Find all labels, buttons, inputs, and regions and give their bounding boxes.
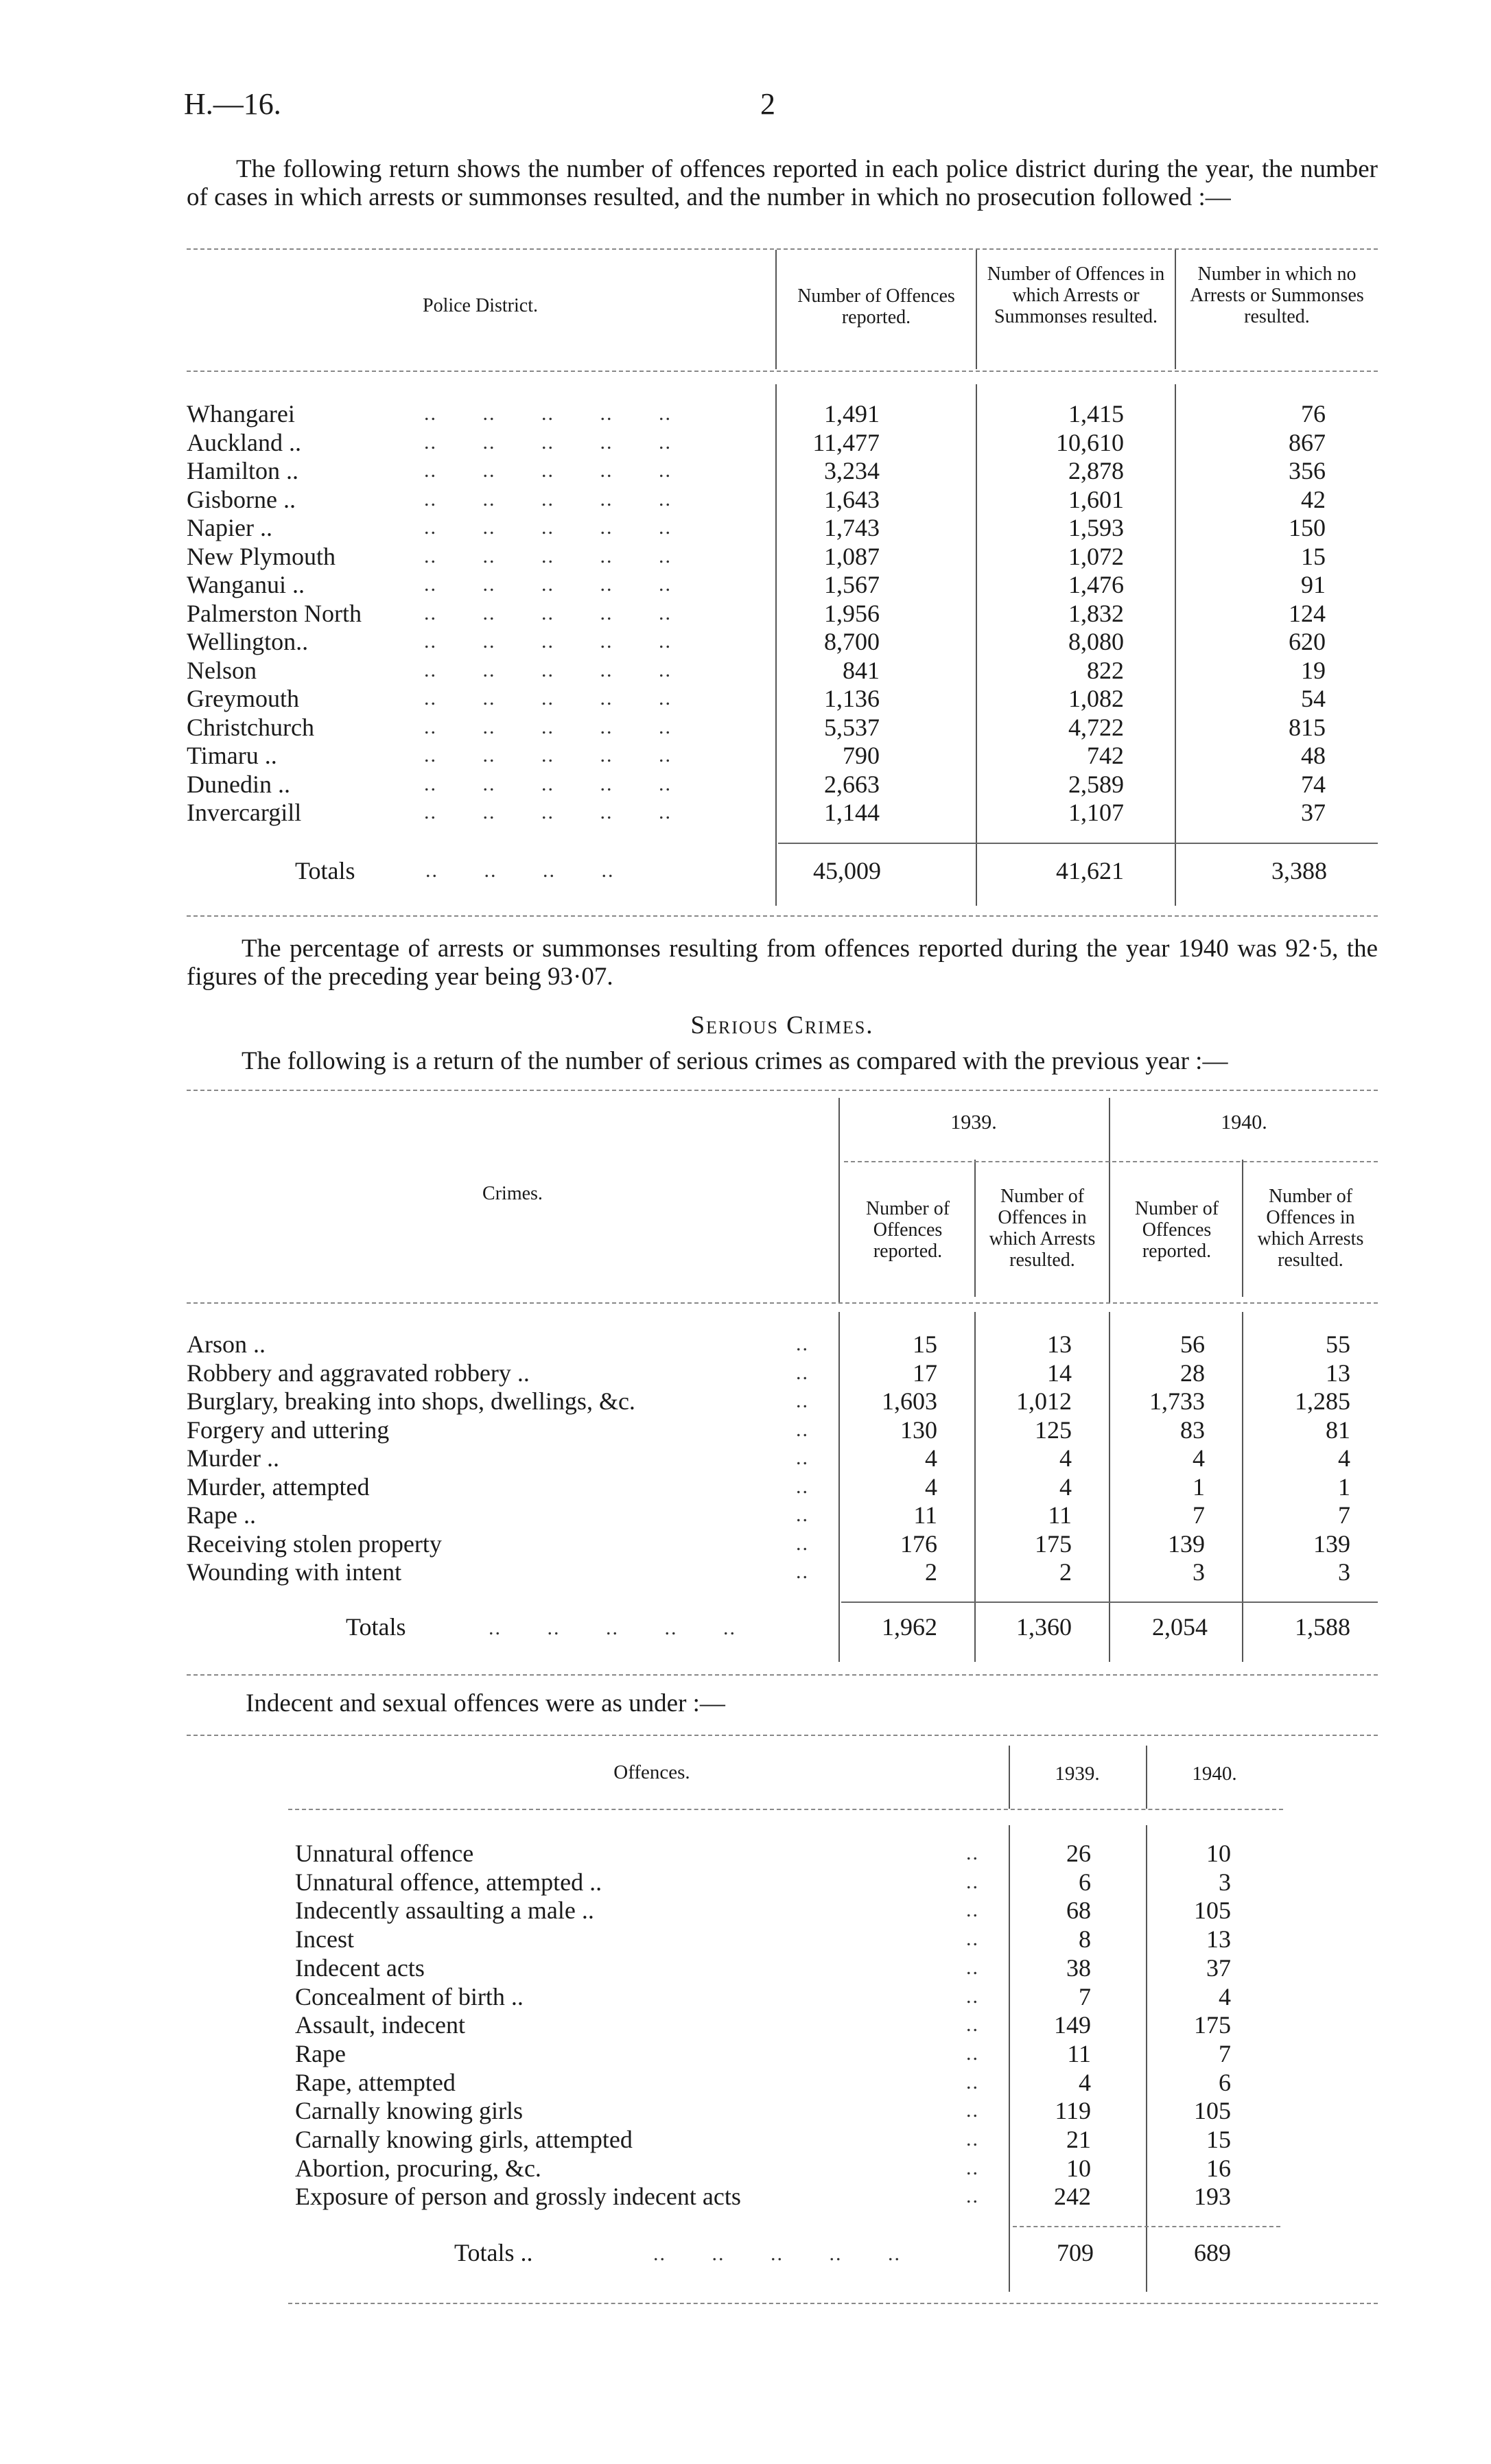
- col-header-1939: 1939.: [1055, 1763, 1100, 1785]
- leader-dots: ..: [796, 1418, 809, 1441]
- leader-dots: .. .. .. .. ..: [424, 744, 672, 766]
- document-reference: H.—16.: [184, 87, 281, 121]
- value-1940: 193: [1194, 2183, 1231, 2210]
- leader-dots: .. .. .. .. ..: [424, 716, 672, 738]
- value-1940: 105: [1194, 1897, 1231, 1924]
- arrests-1939: 4: [1059, 1444, 1072, 1472]
- reported-1939: 11: [913, 1501, 937, 1529]
- value-1939: 7: [1079, 1983, 1091, 2010]
- col-header-no-arrests: Number in which no Arrests or Summonses resulted.: [1190, 263, 1364, 327]
- leader-dots: .. .. .. .. ..: [424, 687, 672, 709]
- col-header-reported: Number of Offences reported.: [797, 285, 955, 328]
- leader-dots: ..: [966, 1956, 979, 1979]
- leader-dots: .. .. .. .. ..: [424, 545, 672, 567]
- crime-name: Arson ..: [187, 1330, 266, 1358]
- reported-value: 1,144: [824, 799, 880, 826]
- leader-dots: ..: [966, 1842, 979, 1864]
- no-arrests-value: 48: [1301, 742, 1326, 769]
- reported-1939: 130: [900, 1416, 937, 1444]
- value-1940: 7: [1219, 2040, 1231, 2067]
- leader-dots: ..: [966, 2042, 979, 2065]
- reported-value: 1,567: [824, 571, 880, 598]
- reported-1940: 1,733: [1149, 1387, 1205, 1415]
- arrests-1939: 2: [1059, 1558, 1072, 1586]
- arrests-value: 1,107: [1068, 799, 1124, 826]
- district-name: Nelson: [187, 657, 257, 684]
- indecent-intro: Indecent and sexual offences were as under :—: [246, 1689, 725, 1717]
- arrests-value: 1,415: [1068, 400, 1124, 427]
- leader-dots: .. .. .. .. ..: [424, 459, 672, 482]
- leader-dots: ..: [966, 2157, 979, 2179]
- no-arrests-value: 42: [1301, 486, 1326, 513]
- col-header-arrests: Number of Offences in which Arrests or Summonses resulted.: [987, 263, 1165, 327]
- district-name: Auckland ..: [187, 429, 301, 456]
- value-1940: 105: [1194, 2097, 1231, 2124]
- reported-value: 1,087: [824, 543, 880, 570]
- arrests-1940: 7: [1338, 1501, 1350, 1529]
- offence-name: Concealment of birth ..: [295, 1983, 524, 2010]
- reported-1940: 1: [1193, 1473, 1205, 1501]
- reported-value: 1,491: [824, 400, 880, 427]
- leader-dots: ..: [966, 1927, 979, 1950]
- leader-dots: ..: [796, 1446, 809, 1469]
- leader-dots: ..: [966, 2013, 979, 2036]
- value-1940: 6: [1219, 2069, 1231, 2096]
- offence-name: Exposure of person and grossly indecent acts: [295, 2183, 741, 2210]
- crime-name: Burglary, breaking into shops, dwellings, &c.: [187, 1387, 635, 1415]
- offence-name: Assault, indecent: [295, 2011, 465, 2039]
- leader-dots: .. .. .. .. ..: [424, 402, 672, 425]
- value-1939: 4: [1079, 2069, 1091, 2096]
- arrests-value: 2,589: [1068, 771, 1124, 798]
- value-1939: 11: [1067, 2040, 1091, 2067]
- reported-1940: 7: [1193, 1501, 1205, 1529]
- crime-name: Wounding with intent: [187, 1558, 402, 1586]
- reported-1939: 4: [925, 1473, 937, 1501]
- value-1939: 21: [1066, 2126, 1091, 2153]
- reported-value: 1,743: [824, 514, 880, 541]
- value-1939: 149: [1054, 2011, 1091, 2039]
- serious-crimes-title: Serious Crimes.: [690, 1011, 874, 1040]
- no-arrests-value: 815: [1289, 714, 1326, 741]
- leader-dots: ..: [966, 1899, 979, 1921]
- crime-name: Forgery and uttering: [187, 1416, 390, 1444]
- reported-value: 1,643: [824, 486, 880, 513]
- col-header-offences: Offences.: [613, 1761, 690, 1783]
- leader-dots: ..: [966, 2128, 979, 2150]
- arrests-value: 1,601: [1068, 486, 1124, 513]
- sub-arrests-1940: Number of Offences in which Arrests resulted.: [1257, 1186, 1364, 1271]
- value-1939: 242: [1054, 2183, 1091, 2210]
- arrests-value: 4,722: [1068, 714, 1124, 741]
- arrests-value: 2,878: [1068, 457, 1124, 484]
- leader-dots: ..: [966, 2185, 979, 2207]
- offence-name: Incest: [295, 1925, 354, 1953]
- reported-1939: 15: [913, 1330, 937, 1358]
- leader-dots: ..: [796, 1475, 809, 1498]
- reported-1940: 4: [1193, 1444, 1205, 1472]
- reported-value: 841: [843, 657, 880, 684]
- totals-arrests-1940: 1,588: [1295, 1613, 1350, 1641]
- reported-1940: 139: [1168, 1530, 1205, 1558]
- arrests-1940: 1,285: [1295, 1387, 1350, 1415]
- value-1940: 15: [1206, 2126, 1231, 2153]
- reported-1939: 176: [900, 1530, 937, 1558]
- percentage-paragraph: The percentage of arrests or summonses resulting from offences reported during the year 1940 was 92·5, the figures of the preceding year being 93·07.: [187, 935, 1378, 991]
- no-arrests-value: 76: [1301, 400, 1326, 427]
- crime-name: Receiving stolen property: [187, 1530, 442, 1558]
- totals-1939: 709: [1057, 2239, 1094, 2266]
- leader-dots: ..: [966, 1985, 979, 2008]
- offence-name: Indecent acts: [295, 1954, 425, 1982]
- no-arrests-value: 867: [1289, 429, 1326, 456]
- crime-name: Murder ..: [187, 1444, 279, 1472]
- arrests-value: 822: [1087, 657, 1124, 684]
- arrests-1940: 55: [1326, 1330, 1350, 1358]
- value-1940: 175: [1194, 2011, 1231, 2039]
- reported-value: 1,136: [824, 685, 880, 712]
- value-1940: 13: [1206, 1925, 1231, 1953]
- leader-dots: .. .. .. .. ..: [424, 602, 672, 624]
- value-1940: 4: [1219, 1983, 1231, 2010]
- leader-dots: .. .. .. .. ..: [424, 659, 672, 681]
- totals-reported: 45,009: [813, 857, 881, 884]
- offence-name: Carnally knowing girls, attempted: [295, 2126, 633, 2153]
- district-name: Wellington..: [187, 628, 309, 655]
- reported-1939: 2: [925, 1558, 937, 1586]
- arrests-value: 1,072: [1068, 543, 1124, 570]
- no-arrests-value: 74: [1301, 771, 1326, 798]
- no-arrests-value: 620: [1289, 628, 1326, 655]
- no-arrests-value: 91: [1301, 571, 1326, 598]
- leader-dots: ..: [796, 1333, 809, 1355]
- reported-value: 8,700: [824, 628, 880, 655]
- leader-dots: .. .. .. .. ..: [424, 431, 672, 454]
- col-header-crimes: Crimes.: [482, 1183, 543, 1204]
- no-arrests-value: 37: [1301, 799, 1326, 826]
- value-1939: 26: [1066, 1840, 1091, 1867]
- district-name: Gisborne ..: [187, 486, 296, 513]
- leader-dots: ..: [796, 1389, 809, 1412]
- district-name: Christchurch: [187, 714, 314, 741]
- offence-name: Abortion, procuring, &c.: [295, 2155, 541, 2182]
- reported-value: 5,537: [824, 714, 880, 741]
- value-1939: 68: [1066, 1897, 1091, 1924]
- arrests-value: 1,832: [1068, 600, 1124, 627]
- leader-dots: ..: [966, 2071, 979, 2093]
- offence-name: Rape: [295, 2040, 346, 2067]
- reported-1939: 17: [913, 1359, 937, 1387]
- crime-name: Rape ..: [187, 1501, 256, 1529]
- totals-reported-1940: 2,054: [1152, 1613, 1208, 1641]
- reported-1939: 4: [925, 1444, 937, 1472]
- no-arrests-value: 150: [1289, 514, 1326, 541]
- district-name: Timaru ..: [187, 742, 277, 769]
- no-arrests-value: 19: [1301, 657, 1326, 684]
- value-1939: 10: [1066, 2155, 1091, 2182]
- arrests-1939: 13: [1047, 1330, 1072, 1358]
- leader-dots: .. .. .. .. ..: [424, 773, 672, 795]
- arrests-1940: 1: [1338, 1473, 1350, 1501]
- arrests-value: 1,593: [1068, 514, 1124, 541]
- value-1939: 119: [1055, 2097, 1091, 2124]
- offence-name: Indecently assaulting a male ..: [295, 1897, 594, 1924]
- district-name: Napier ..: [187, 514, 272, 541]
- offence-name: Unnatural offence, attempted ..: [295, 1868, 602, 1896]
- arrests-1939: 11: [1048, 1501, 1072, 1529]
- offence-name: Carnally knowing girls: [295, 2097, 523, 2124]
- crime-name: Murder, attempted: [187, 1473, 370, 1501]
- arrests-1940: 139: [1313, 1530, 1350, 1558]
- arrests-value: 1,082: [1068, 685, 1124, 712]
- reported-1940: 56: [1180, 1330, 1205, 1358]
- value-1940: 3: [1219, 1868, 1231, 1896]
- serious-crimes-intro: The following is a return of the number of serious crimes as compared with the previous year :—: [242, 1047, 1228, 1075]
- arrests-value: 10,610: [1056, 429, 1124, 456]
- leader-dots: ..: [796, 1532, 809, 1555]
- arrests-1939: 1,012: [1016, 1387, 1072, 1415]
- leader-dots: ..: [796, 1361, 809, 1384]
- totals-arrests-1939: 1,360: [1016, 1613, 1072, 1641]
- value-1939: 6: [1079, 1868, 1091, 1896]
- arrests-1940: 3: [1338, 1558, 1350, 1586]
- arrests-1940: 13: [1326, 1359, 1350, 1387]
- totals-label: Totals: [295, 857, 355, 884]
- totals-label: Totals ..: [454, 2239, 533, 2266]
- district-name: Whangarei: [187, 400, 295, 427]
- arrests-1939: 14: [1047, 1359, 1072, 1387]
- leader-dots: .. .. .. .. ..: [424, 488, 672, 511]
- reported-1940: 28: [1180, 1359, 1205, 1387]
- arrests-value: 1,476: [1068, 571, 1124, 598]
- col-header-district: Police District.: [423, 295, 538, 316]
- arrests-1939: 125: [1035, 1416, 1072, 1444]
- leader-dots: ..: [966, 2099, 979, 2122]
- totals-label: Totals: [346, 1613, 406, 1641]
- value-1939: 38: [1066, 1954, 1091, 1982]
- sub-arrests-1939: Number of Offences in which Arrests resulted.: [989, 1186, 1096, 1271]
- value-1940: 37: [1206, 1954, 1231, 1982]
- district-name: Dunedin ..: [187, 771, 290, 798]
- district-name: Wanganui ..: [187, 571, 305, 598]
- reported-value: 11,477: [812, 429, 880, 456]
- value-1939: 8: [1079, 1925, 1091, 1953]
- arrests-value: 8,080: [1068, 628, 1124, 655]
- district-name: Hamilton ..: [187, 457, 298, 484]
- offence-name: Unnatural offence: [295, 1840, 474, 1867]
- reported-value: 1,956: [824, 600, 880, 627]
- arrests-1940: 4: [1338, 1444, 1350, 1472]
- value-1940: 10: [1206, 1840, 1231, 1867]
- year-1939: 1939.: [950, 1111, 997, 1134]
- intro-paragraph: The following return shows the number of offences reported in each police district during the year, the number of cases in which arrests or summonses resulted, and the number in which no prosecution followed :—: [187, 155, 1378, 211]
- year-1940: 1940.: [1221, 1111, 1267, 1134]
- reported-value: 2,663: [824, 771, 880, 798]
- district-name: Greymouth: [187, 685, 299, 712]
- leader-dots: ..: [966, 1870, 979, 1893]
- no-arrests-value: 54: [1301, 685, 1326, 712]
- no-arrests-value: 356: [1289, 457, 1326, 484]
- arrests-1939: 4: [1059, 1473, 1072, 1501]
- arrests-value: 742: [1087, 742, 1124, 769]
- leader-dots: ..: [796, 1503, 809, 1526]
- leader-dots: .. .. .. .. ..: [424, 516, 672, 539]
- reported-1940: 83: [1180, 1416, 1205, 1444]
- reported-1939: 1,603: [882, 1387, 937, 1415]
- reported-value: 790: [843, 742, 880, 769]
- district-name: Invercargill: [187, 799, 302, 826]
- leader-dots: .. .. .. .. ..: [424, 801, 672, 823]
- crime-name: Robbery and aggravated robbery ..: [187, 1359, 530, 1387]
- arrests-1940: 81: [1326, 1416, 1350, 1444]
- no-arrests-value: 15: [1301, 543, 1326, 570]
- totals-reported-1939: 1,962: [882, 1613, 937, 1641]
- leader-dots: .. .. .. .. ..: [424, 573, 672, 596]
- reported-value: 3,234: [824, 457, 880, 484]
- leader-dots: .. .. .. .. ..: [424, 630, 672, 653]
- col-header-1940: 1940.: [1192, 1763, 1237, 1785]
- sub-reported-1940: Number of Offences reported.: [1134, 1198, 1219, 1262]
- value-1940: 16: [1206, 2155, 1231, 2182]
- reported-1940: 3: [1193, 1558, 1205, 1586]
- totals-1940: 689: [1194, 2239, 1231, 2266]
- arrests-1939: 175: [1035, 1530, 1072, 1558]
- district-name: Palmerston North: [187, 600, 362, 627]
- page-number: 2: [760, 87, 775, 121]
- district-name: New Plymouth: [187, 543, 336, 570]
- leader-dots: ..: [796, 1560, 809, 1583]
- sub-reported-1939: Number of Offences reported.: [865, 1198, 950, 1262]
- totals-no-arrests: 3,388: [1271, 857, 1327, 884]
- no-arrests-value: 124: [1289, 600, 1326, 627]
- offence-name: Rape, attempted: [295, 2069, 456, 2096]
- totals-arrests: 41,621: [1056, 857, 1124, 884]
